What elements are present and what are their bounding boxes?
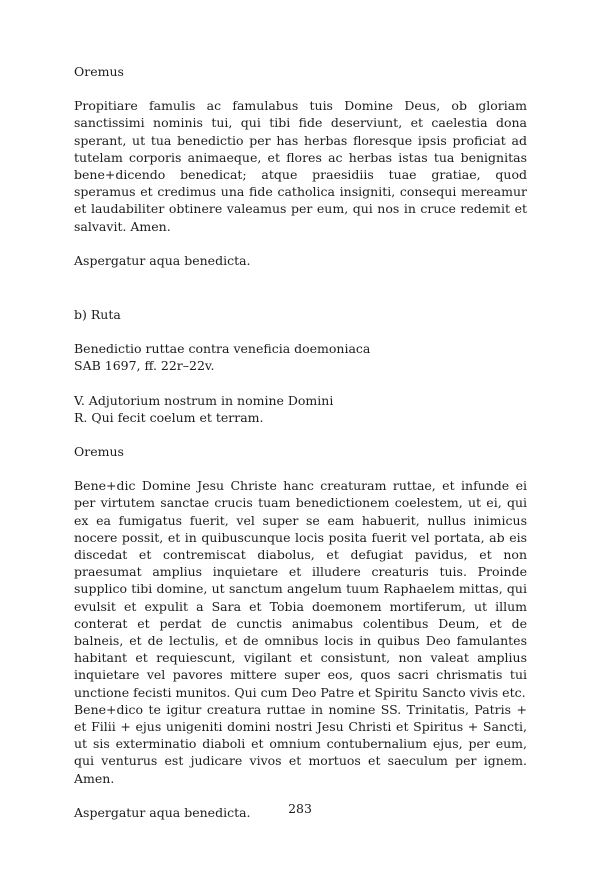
- source-title: Benedictio ruttae contra veneficia doemoniaca: [74, 341, 371, 357]
- section-title: b) Ruta: [74, 307, 121, 322]
- oremus-heading: Oremus: [74, 444, 124, 460]
- section-ruta: [74, 306, 527, 821]
- rubric-text: Aspergatur aqua benedicta.: [74, 252, 251, 268]
- section-rosemary-prayer: [74, 63, 527, 269]
- prayer-paragraph: Propitiare famulis ac famulabus tuis Domine Deus, ob gloriam sanctissimi nominis tui, qui tibi fide deserviunt, et caelestia dona sperant, ut tua benedictio per has herbas floresque ipsis proficiat ad tutelam corporis animaeque, et flores ac herbas istas tua benignitas bene+dicendo benedicat; atque praesidiis tuae gratiae, quod speramus et credimus una fide catholica insigniti, consequi mereamur et laudabiliter obtinere valeamus per eum, qui nos in cruce redemit et salvavit. Amen.: [74, 98, 527, 234]
- rubric-text: Aspergatur aqua benedicta.: [74, 804, 251, 820]
- prayer-paragraph: Bene+dico te igitur creatura ruttae in nomine SS. Trinitatis, Patris + et Filii + ejus unigeniti domini nostri Jesu Christi et Spiritus + Sancti, ut sis exterminatio diaboli et omnium contubernalium ejus, per eum, qui venturus est judicare vivos et mortuos et saeculum per ignem. Amen.: [74, 701, 527, 786]
- page-number: 283: [288, 801, 312, 816]
- versicle-line: V. Adjutorium nostrum in nomine Domini: [74, 392, 334, 408]
- response-line: R. Qui fecit coelum et terram.: [74, 409, 264, 425]
- oremus-heading: Oremus: [74, 64, 124, 79]
- source-reference: SAB 1697, ff. 22r–22v.: [74, 358, 215, 374]
- prayer-paragraph: Bene+dic Domine Jesu Christe hanc creaturam ruttae, et infunde ei per virtutem sanctae crucis tuam benedictionem coelestem, ut ei, qui ex ea fumigatus fuerit, vel super se eam habuerit, nullus inimicus nocere possit, et in quibuscunque locis posita fuerit vel portata, ab eis discedat et contremiscat diabolus, et defugiat pavidus, et non praesumat amplius inquietare et illudere creaturis tuis. Proinde supplico tibi domine, ut sanctum angelum tuum Raphaelem mittas, qui evulsit et expulit a Sara et Tobia doemonem mortiferum, ut illum conterat et perdat de cunctis animabus colentibus Deum, et de balneis, et de lectulis, et de omnibus locis in quibus Deo famulantes habitant et requiescunt, vigilant et consistunt, non valeat amplius inquietare vel pavores mittere super eos, quos sacri chrismatis tui unctione fecisti munitos. Qui cum Deo Patre et Spiritu Sancto vivis etc.: [74, 478, 527, 700]
